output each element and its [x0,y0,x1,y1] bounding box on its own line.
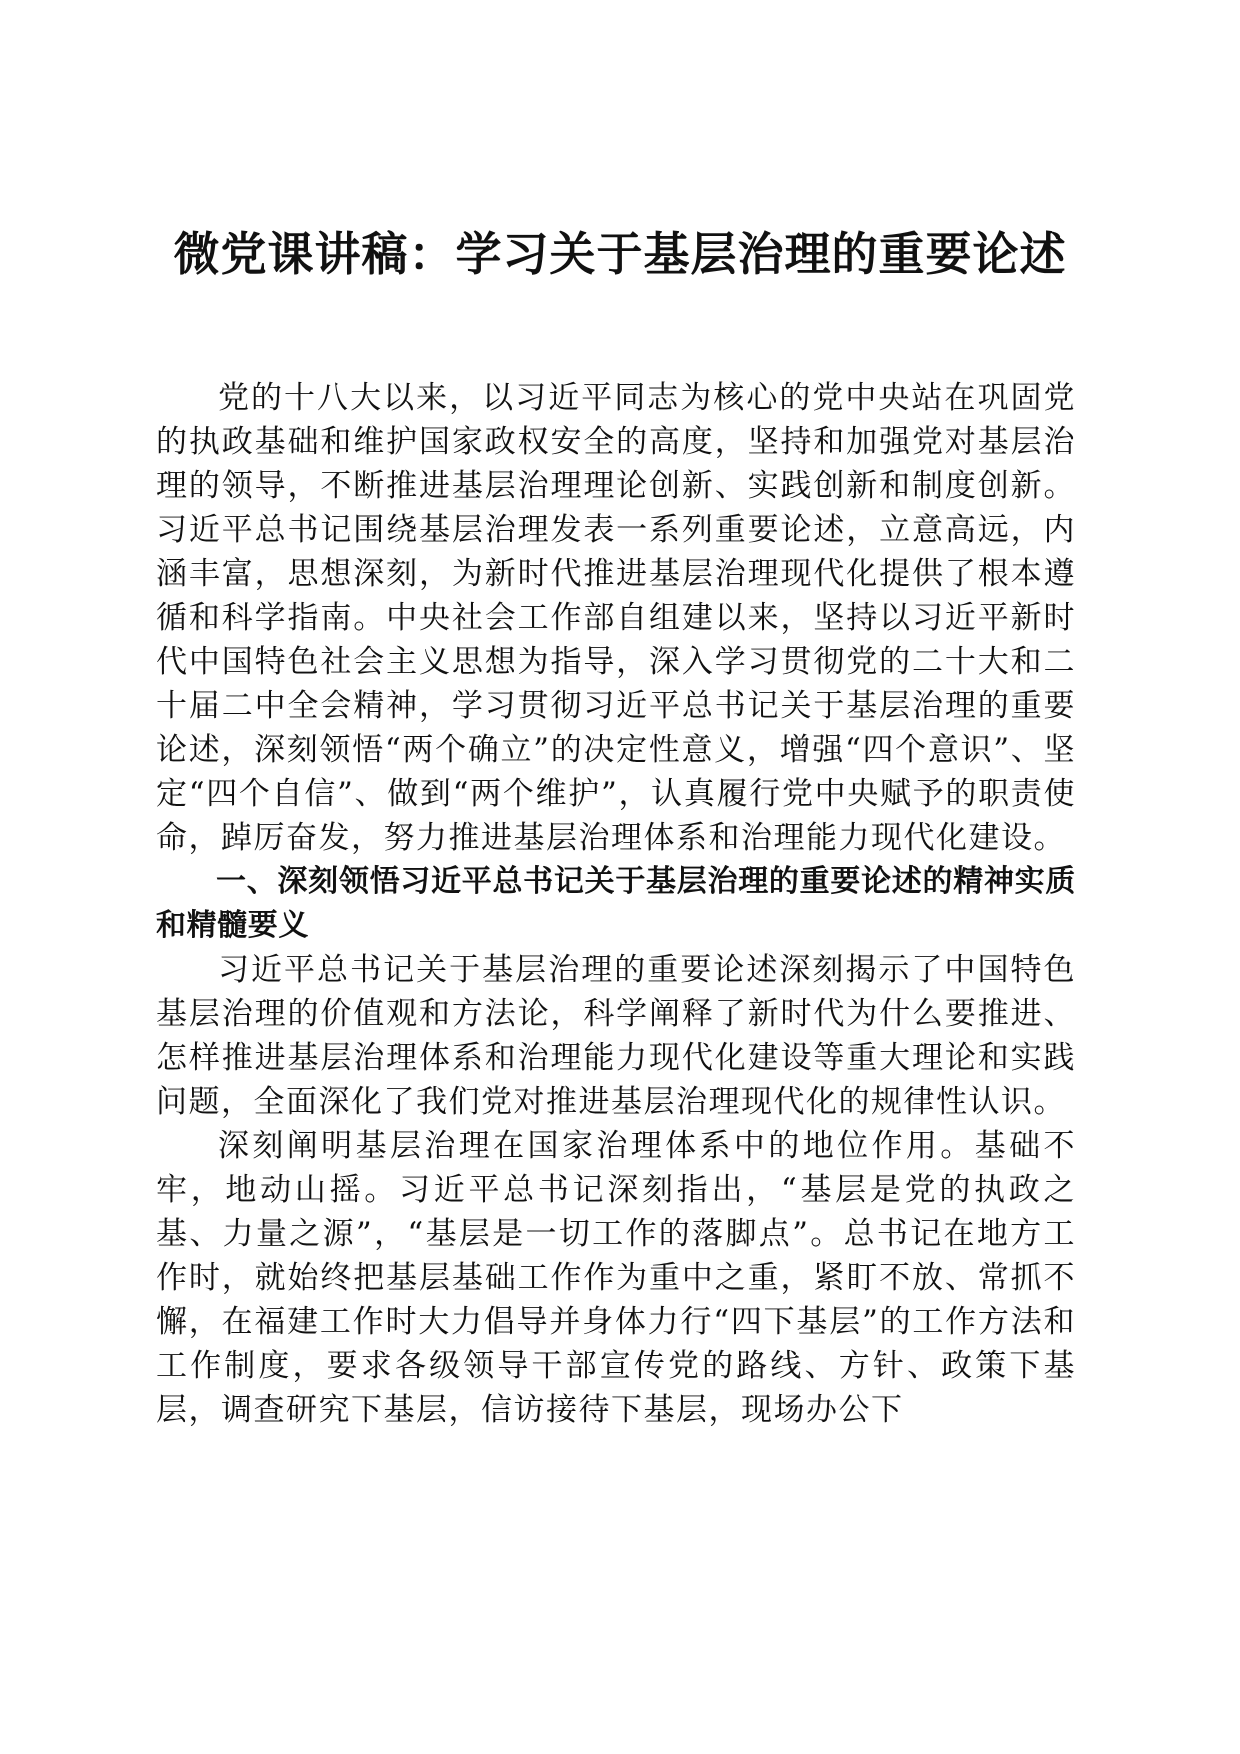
section-heading-1: 一、深刻领悟习近平总书记关于基层治理的重要论述的精神实质和精髓要义 [156,864,1076,943]
intro-paragraph: 党的十八大以来，以习近平同志为核心的党中央站在巩固党的执政基础和维护国家政权安全的高度，坚持和加强党对基层治理的领导，不断推进基层治理理论创新、实践创新和制度创新。习近平总书记围绕基层治理发表一系列重要论述，立意高远，内涵丰富，思想深刻，为新时代推进基层治理现代化提供了根本遵循和科学指南。中央社会工作部自组建以来，坚持以习近平新时代中国特色社会主义思想为指导，深入学习贯彻党的二十大和二十届二中全会精神，学习贯彻习近平总书记关于基层治理的重要论述，深刻领悟“两个确立”的决定性意义，增强“四个意识”、坚定“四个自信”、做到“两个维护”，认真履行党中央赋予的职责使命，踔厉奋发，努力推进基层治理体系和治理能力现代化建设。 [156,380,1076,856]
section-1-paragraph-1: 习近平总书记关于基层治理的重要论述深刻揭示了中国特色基层治理的价值观和方法论，科学阐释了新时代为什么要推进、怎样推进基层治理体系和治理能力现代化建设等重大理论和实践问题，全面深化了我们党对推进基层治理现代化的规律性认识。 [156,952,1076,1120]
document-body [156,376,1076,1432]
document-title: 微党课讲稿：学习关于基层治理的重要论述 [173,227,1067,281]
section-1-paragraph-2: 深刻阐明基层治理在国家治理体系中的地位作用。基础不牢，地动山摇。习近平总书记深刻指出，“基层是党的执政之基、力量之源”，“基层是一切工作的落脚点”。总书记在地方工作时，就始终把基层基础工作作为重中之重，紧盯不放、常抓不懈，在福建工作时大力倡导并身体力行“四下基层”的工作方法和工作制度，要求各级领导干部宣传党的路线、方针、政策下基层，调查研究下基层，信访接待下基层，现场办公下 [156,1128,1076,1428]
